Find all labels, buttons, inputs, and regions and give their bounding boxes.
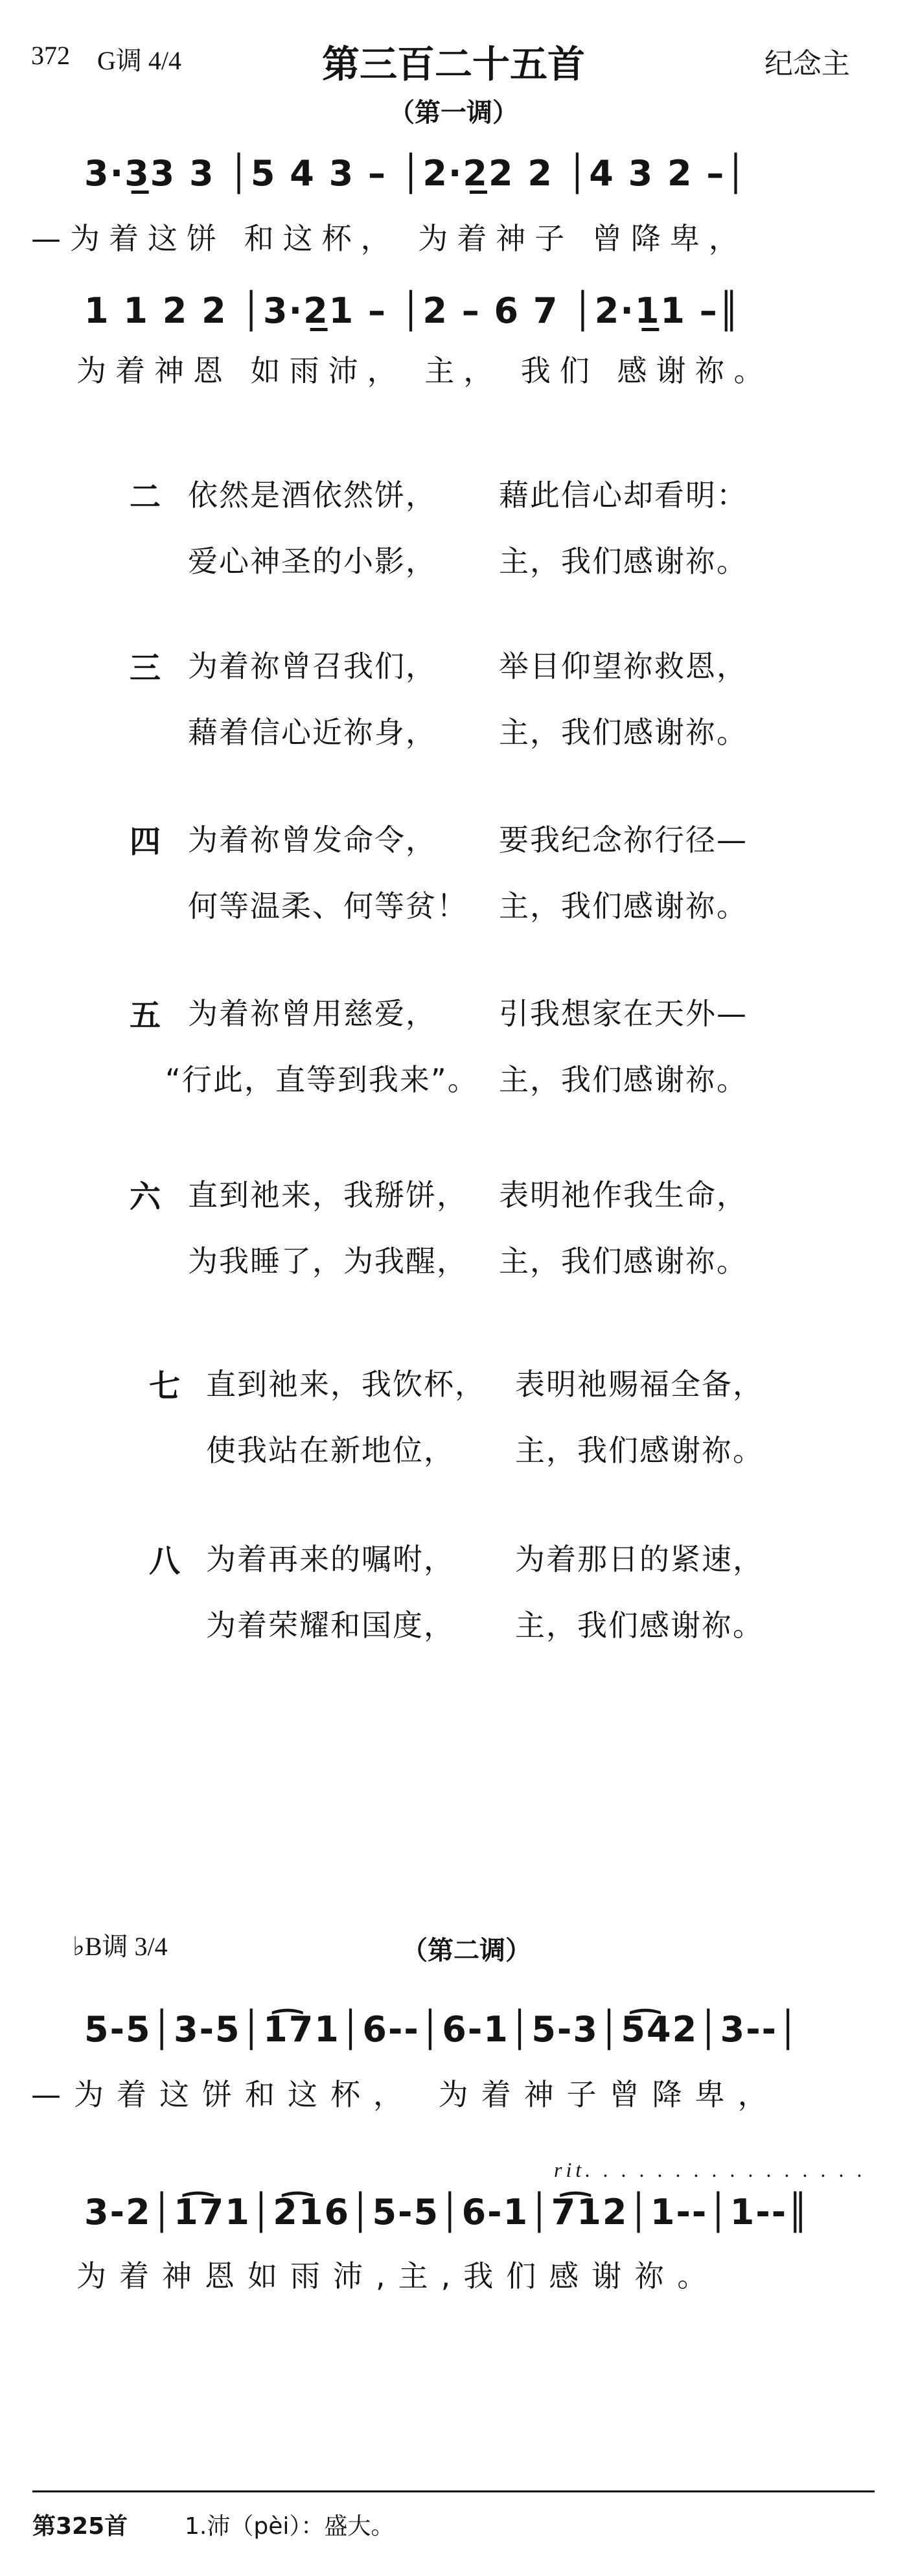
score-line-4-lyrics: 为着神恩如雨沛,主,我们感谢祢。	[76, 2258, 720, 2293]
verse-line: 举目仰望祢救恩，	[499, 649, 748, 684]
footnote-hymn-reference: 第325首	[32, 2513, 128, 2540]
key-signature: G调 4/4	[97, 46, 181, 75]
verse-number: 二	[130, 479, 161, 515]
verse-line: 为我睡了，为我醒，	[188, 1244, 468, 1279]
verse-number: 四	[130, 824, 161, 860]
verse-line: 为着祢曾用慈爱，	[188, 996, 437, 1031]
tune-one-label: （第一调）	[389, 98, 518, 128]
hymn-title: 第三百二十五首	[321, 42, 585, 86]
verse-line: 引我想家在天外—	[499, 996, 748, 1031]
verse-line: 爱心神圣的小影，	[188, 544, 437, 579]
verse-number: 六	[130, 1179, 161, 1215]
verse-number: 七	[149, 1368, 181, 1404]
verse-line: 主，我们感谢祢。	[499, 1244, 748, 1279]
verse-line: 主，我们感谢祢。	[515, 1608, 764, 1643]
verse-line: 为着祢曾发命令，	[188, 822, 437, 857]
score-line-2-lyrics: 为着神恩 如雨沛， 主， 我们 感谢祢。	[76, 353, 773, 388]
hymn-category: 纪念主	[764, 47, 850, 80]
verse-number: 八	[149, 1543, 181, 1579]
verse-line: 为着荣耀和国度，	[206, 1608, 455, 1643]
score-line-1-lyrics: —为着这饼 和这杯， 为着神子 曾降卑，	[31, 221, 748, 256]
score-line-2-notes: 1 1 2 2 │3·2̲1 – │2 – 6 7 │2·1̲1 –║	[84, 290, 741, 331]
verse-line: 表明祂赐福全备，	[515, 1367, 764, 1402]
footnote-text: 1.沛（pèi）：盛大。	[185, 2513, 395, 2540]
verse-line: 要我纪念祢行径—	[499, 822, 748, 857]
verse-line: 使我站在新地位，	[206, 1433, 455, 1468]
verse-line: 为着祢曾召我们，	[188, 649, 437, 684]
footer-divider	[32, 2490, 875, 2492]
score-line-3-lyrics: —为着这饼和这杯， 为着神子曾降卑，	[31, 2077, 781, 2112]
verse-line: 主，我们感谢祢。	[499, 888, 748, 923]
verse-line: 藉着信心近祢身，	[188, 715, 437, 750]
verse-line: 主，我们感谢祢。	[499, 715, 748, 750]
verse-line: 主，我们感谢祢。	[499, 1062, 748, 1097]
tune-two-key-signature: ♭B调 3/4	[73, 1932, 168, 1961]
verse-line: 直到祂来，我掰饼，	[188, 1178, 468, 1213]
verse-number: 三	[130, 650, 161, 686]
page-number: 372	[31, 41, 70, 70]
verse-line: 直到祂来，我饮杯，	[206, 1367, 486, 1402]
verse-line: 藉此信心却看明：	[499, 478, 748, 513]
verse-line: “行此，直等到我来”。	[165, 1062, 479, 1097]
verse-line: 为着那日的紧速，	[515, 1542, 764, 1577]
verse-line: 表明祂作我生命，	[499, 1178, 748, 1213]
verse-line: 依然是酒依然饼，	[188, 478, 437, 513]
verse-line: 为着再来的嘱咐，	[206, 1542, 455, 1577]
verse-line: 何等温柔、何等贫！	[188, 888, 468, 923]
score-line-3-notes: 5-5│3-5│1͡71│6--│6-1│5-3│5͡42│3--│	[84, 2009, 800, 2050]
verse-line: 主，我们感谢祢。	[515, 1433, 764, 1468]
verse-number: 五	[130, 997, 161, 1034]
tune-two-label: （第二调）	[402, 1936, 531, 1966]
verse-line: 主，我们感谢祢。	[499, 544, 748, 579]
score-line-4-notes: 3-2│1͡71│2͡16│5-5│6-1│7͡12│1--│1--║	[84, 2192, 810, 2233]
tempo-marking: rit. . . . . . . . . . . . . . . .	[554, 2158, 867, 2181]
score-line-1-notes: 3·3̲3 3 │5 4 3 – │2·2̲2 2 │4 3 2 –│	[84, 153, 748, 194]
